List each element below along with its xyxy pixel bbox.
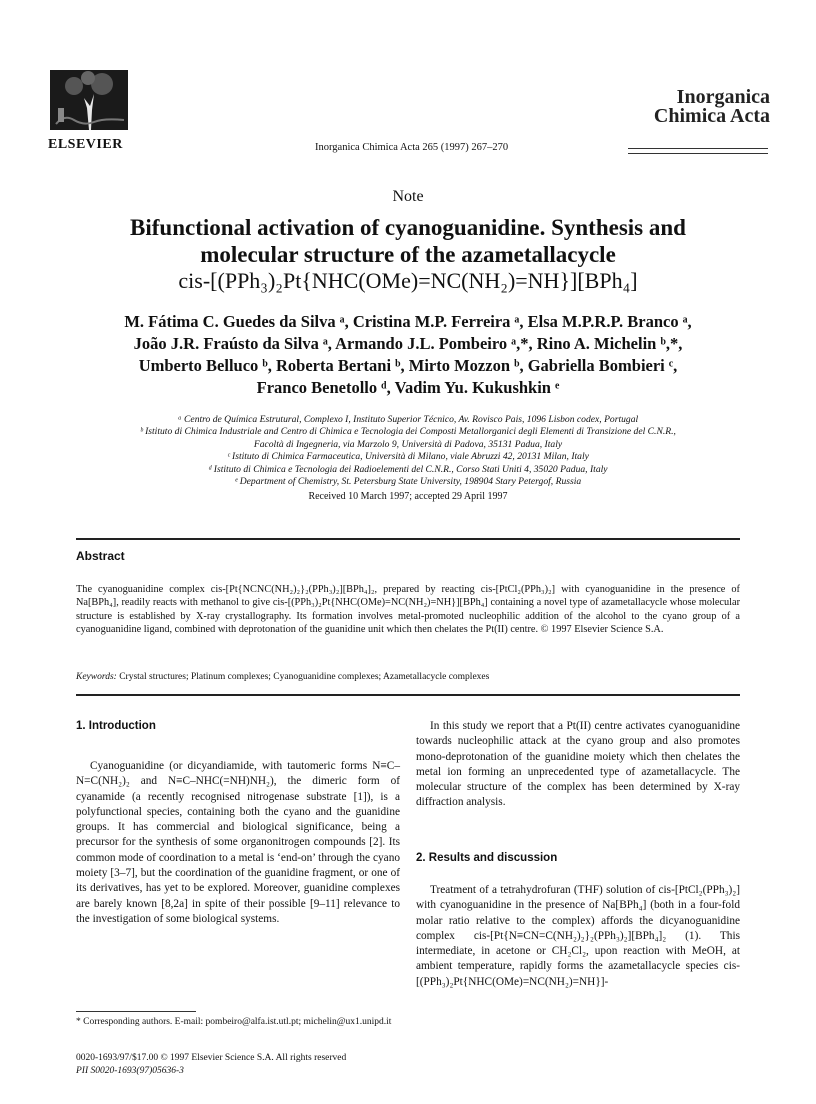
affiliation: ᵃ Centro de Química Estrutural, Complexo I, Instituto Superior Técnico, Av. Rovisco Pais, 1096 Lisbon codex, Portugal [177, 414, 639, 425]
affiliation: ᵇ Istituto di Chimica Industriale and Centro di Chimica e Tecnologia dei Composti Metallorganici degli Elementi di Transizione del C.N.R., [140, 426, 676, 438]
affiliation: Facoltà di Ingegneria, via Marzolo 9, Università di Padova, 35131 Padua, Italy [253, 438, 563, 450]
results-text [416, 883, 740, 990]
abstract-body: The cyanoguanidine complex cis-[Pt{NCNC(NH₂)₂}₂(PPh₃)₂][BPh₄]₂, prepared by reacting cis-[PtCl₂(PPh₃)₂] with cyanoguanidine in the presence of Na[BPh₄], readily reacts with methanol to give cis-[(PPh₃)₂Pt{NHC(OMe)=NC(NH₂)=NH}][BPh₄] containing a novel type of azametallacycle whose molecular structure is established by X-ray crystallography. Its formation involves metal-promoted nucleophilic addition of the alcohol to the cyano group of a cyanoguanidine ligand, combined with deprotonation of the guanidine unit which then chelates the Pt(II) centre. © 1997 Elsevier Science S.A. [76, 584, 740, 636]
journal-rule [628, 148, 768, 149]
introduction-text [76, 759, 400, 927]
received-dates: Received 10 March 1997; accepted 29 April 1997 [308, 491, 508, 502]
paragraph: Cyanoguanidine (or dicyandiamide, with tautomeric forms N≡C–N=C(NH₂)₂ and N≡C–NHC(=NH)NH₂), the dimeric form of cyanamide (a recently recognised nitrogenase substrate [1]), is a polyfunctional species, containing both the cyano and the guanidine groups. It has commercial and biological significance, being a precursor for the synthesis of some organonitrogen compounds [2]. Its common mode of coordination to a metal is ‘end-on’ through the cyano moiety [3–7], but the coordination of the guanidine fragment, or one of its derivatives, has yet to be explored. Moreover, guanidine complexes are barely known [8,2a] in spite of their possible [9–11] relevance to the investigation of some biological systems. [76, 760, 400, 925]
author-line: Franco Benetollo ᵈ, Vadim Yu. Kukushkin ᵉ [256, 378, 560, 397]
journal-logo [620, 88, 770, 126]
right-column-intro [416, 719, 740, 811]
affiliations [60, 414, 756, 488]
affiliation: ᵈ Istituto di Chimica e Tecnologia dei Radioelementi del C.N.R., Corso Stati Uniti 4, 35020 Padua, Italy [208, 463, 608, 475]
publisher-name: ELSEVIER [48, 137, 123, 152]
divider [76, 538, 740, 540]
elsevier-tree-logo [44, 64, 134, 136]
footnote: * Corresponding authors. E-mail: pombeiro@alfa.ist.utl.pt; michelin@ux1.unipd.it [76, 1017, 392, 1027]
title-line-2: molecular structure of the azametallacycle [200, 242, 616, 267]
affiliation: ᶜ Istituto di Chimica Farmaceutica, Università di Milano, viale Abruzzi 42, 20131 Milan, Italy [227, 451, 589, 463]
divider [76, 694, 740, 696]
footnote-rule [76, 1011, 196, 1012]
journal-logo-line2: Chimica Acta [653, 105, 770, 127]
abstract-heading: Abstract [76, 549, 125, 563]
author-line: M. Fátima C. Guedes da Silva ᵃ, Cristina M.P. Ferreira ᵃ, Elsa M.P.R.P. Branco ᵃ, [124, 312, 692, 331]
author-line: João J.R. Fraústo da Silva ᵃ, Armando J.L. Pombeiro ᵃ,*, Rino A. Michelin ᵇ,*, [133, 334, 683, 353]
copyright-line: 0020-1693/97/$17.00 © 1997 Elsevier Science S.A. All rights reserved [76, 1053, 347, 1063]
keywords [76, 671, 740, 683]
article-title [100, 214, 716, 268]
copyright [76, 1052, 400, 1078]
keywords-list: Crystal structures; Platinum complexes; Cyanoguanidine complexes; Azametallacycle complexes [119, 672, 490, 682]
article-type: Note [392, 188, 424, 205]
section-heading-introduction: 1. Introduction [76, 720, 156, 732]
journal-reference: Inorganica Chimica Acta 265 (1997) 267–270 [315, 142, 509, 153]
pii-line: PII S0020-1693(97)05636-3 [76, 1066, 184, 1076]
author-line: Umberto Belluco ᵇ, Roberta Bertani ᵇ, Mirto Mozzon ᵇ, Gabriella Bombieri ᶜ, [138, 356, 678, 375]
affiliation: ᵉ Department of Chemistry, St. Petersburg State University, 198904 Stary Petergof, Russia [234, 476, 582, 488]
paragraph: Treatment of a tetrahydrofuran (THF) solution of cis-[PtCl₂(PPh₃)₂] with cyanoguanidine in the presence of Na[BPh₄] (both in a four-fold molar ratio relative to the complex) affords the dicyanoguanidine complex cis-[Pt{N≡CN=C(NH₂)₂}₂(PPh₃)₂][BPh₄]₂ (1). This intermediate, in acetone or CH₂Cl₂, upon reaction with MeOH, at ambient temperature, rapidly forms the azametallacycle species cis-[(PPh₃)₂Pt{NHC(OMe)=NC(NH₂)=NH}]- [416, 884, 740, 988]
title-line-1: Bifunctional activation of cyanoguanidine. Synthesis and [130, 215, 686, 240]
paragraph: In this study we report that a Pt(II) centre activates cyanoguanidine towards nucleophilic attack at the cyano group and also promotes mono-deprotonation of the guanidine moiety which then chelates the metal ion forming an unprecedented type of azametallacycle. The molecular structure of the complex has been determined by X-ray diffraction analysis. [416, 720, 740, 809]
keywords-label: Keywords: [76, 672, 117, 682]
author-list [90, 311, 726, 399]
section-heading-results: 2. Results and discussion [416, 852, 558, 864]
title-formula: cis-[(PPh₃)₂Pt{NHC(OMe)=NC(NH₂)=NH}][BPh₄] [178, 268, 638, 293]
journal-rule [628, 153, 768, 154]
journal-logo-line1: Inorganica [676, 86, 770, 108]
